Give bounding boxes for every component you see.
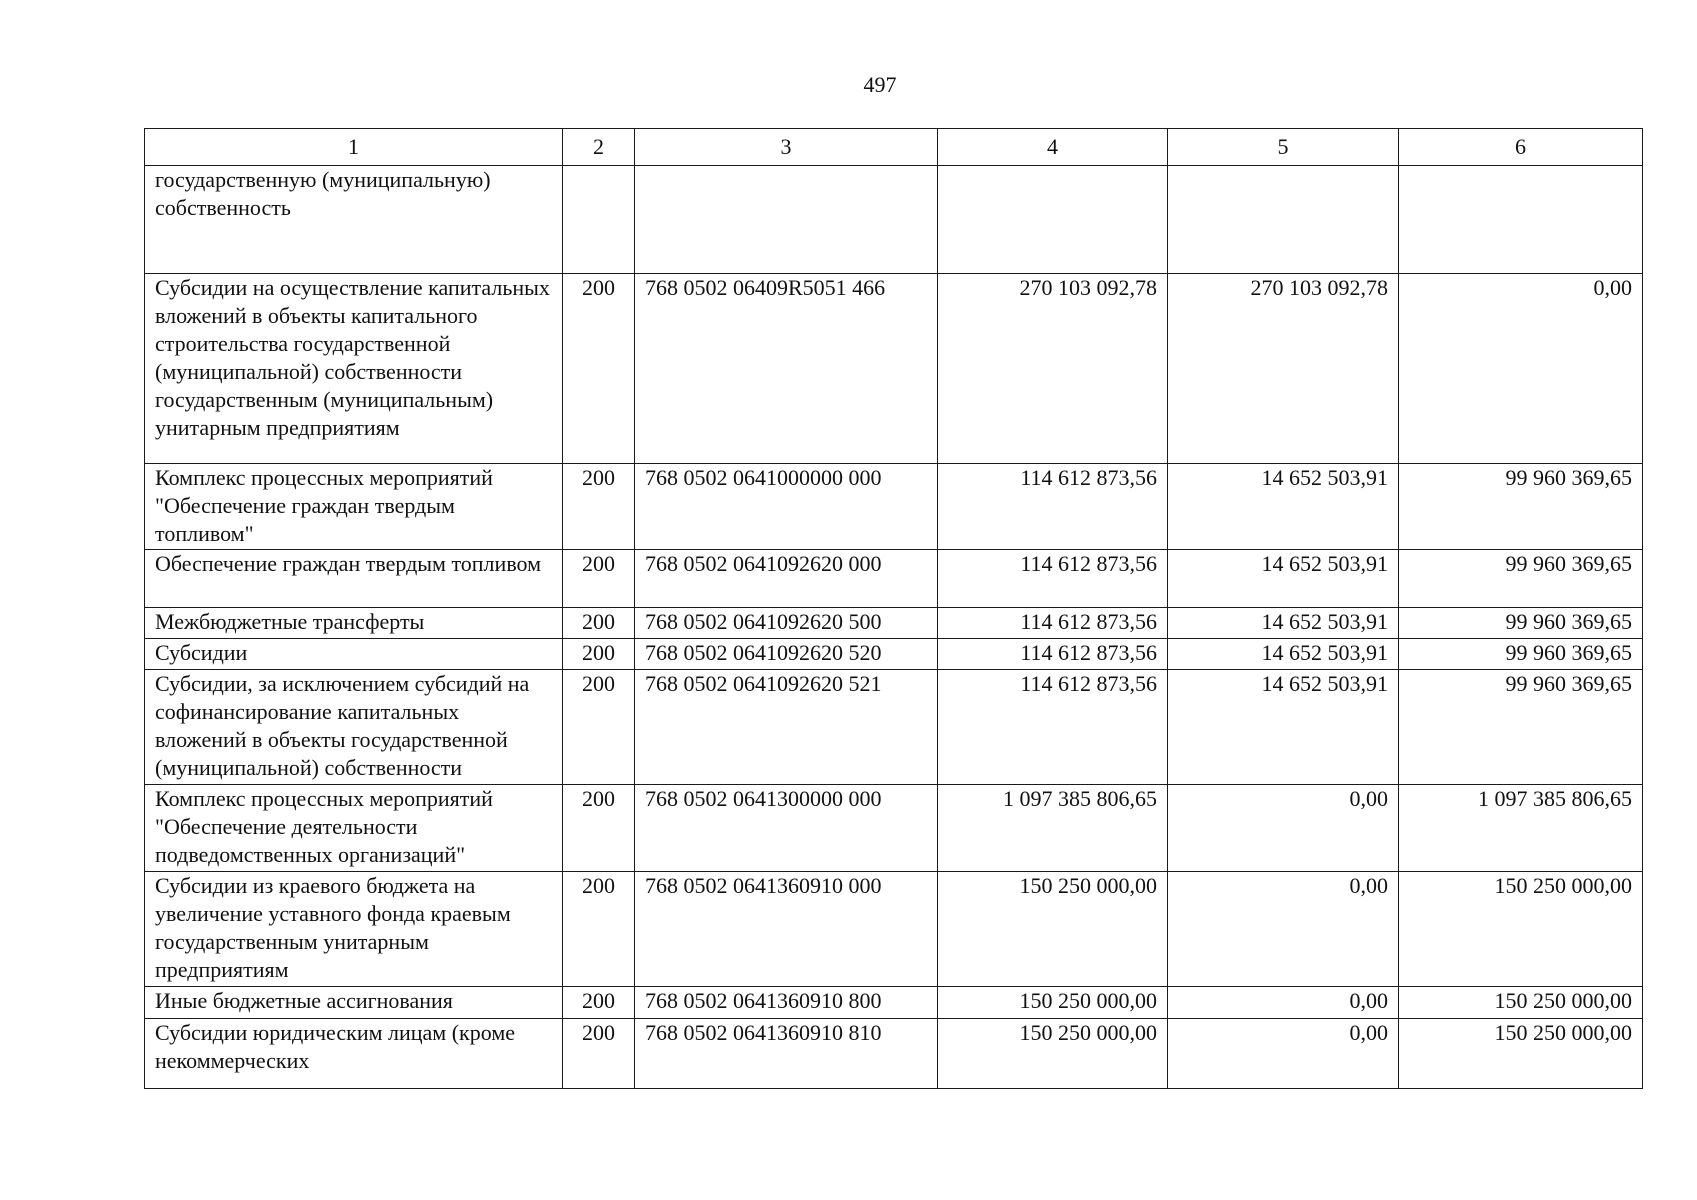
- row-value-5: [1168, 166, 1399, 274]
- table-row: [145, 550, 1643, 608]
- column-header-4: 4: [938, 129, 1168, 166]
- row-budget-code: 768 0502 0641360910 800: [635, 987, 938, 1019]
- row-value-6: 0,00: [1399, 274, 1643, 464]
- row-value-5: 14 652 503,91: [1168, 550, 1399, 608]
- row-budget-code: 768 0502 06409R5051 466: [635, 274, 938, 464]
- row-name: Иные бюджетные ассигнования: [145, 987, 563, 1019]
- row-budget-code: 768 0502 0641360910 810: [635, 1019, 938, 1089]
- row-name: Комплекс процессных мероприятий "Обеспечение граждан твердым топливом": [145, 464, 563, 550]
- row-value-5: 0,00: [1168, 785, 1399, 872]
- row-value-6: [1399, 166, 1643, 274]
- row-code: 200: [563, 987, 635, 1019]
- row-value-5: 270 103 092,78: [1168, 274, 1399, 464]
- row-budget-code: 768 0502 0641092620 500: [635, 608, 938, 639]
- row-value-5: 14 652 503,91: [1168, 608, 1399, 639]
- table-row: [145, 608, 1643, 639]
- row-budget-code: 768 0502 0641300000 000: [635, 785, 938, 872]
- row-name: Субсидии из краевого бюджета на увеличение уставного фонда краевым государственным унитарным предприятиям: [145, 872, 563, 987]
- row-budget-code: 768 0502 0641092620 000: [635, 550, 938, 608]
- row-value-6: 99 960 369,65: [1399, 670, 1643, 785]
- row-value-5: 0,00: [1168, 987, 1399, 1019]
- column-header-6: 6: [1399, 129, 1643, 166]
- row-code: 200: [563, 1019, 635, 1089]
- column-header-1: 1: [145, 129, 563, 166]
- row-code: 200: [563, 670, 635, 785]
- row-value-4: 114 612 873,56: [938, 639, 1168, 670]
- row-value-6: 1 097 385 806,65: [1399, 785, 1643, 872]
- table-row: [145, 987, 1643, 1019]
- row-budget-code: 768 0502 0641360910 000: [635, 872, 938, 987]
- row-value-5: 0,00: [1168, 872, 1399, 987]
- column-header-2: 2: [563, 129, 635, 166]
- table-row: [145, 1019, 1643, 1089]
- row-value-6: 99 960 369,65: [1399, 608, 1643, 639]
- table-row: [145, 166, 1643, 274]
- page-number: 497: [863, 72, 897, 97]
- row-code: 200: [563, 464, 635, 550]
- row-name: Субсидии на осуществление капитальных вложений в объекты капитального строительства государственной (муниципальной) собственности государственным (муниципальным) унитарным предприятиям: [145, 274, 563, 464]
- table-row: [145, 670, 1643, 785]
- column-header-5: 5: [1168, 129, 1399, 166]
- row-value-6: 150 250 000,00: [1399, 872, 1643, 987]
- row-name: Обеспечение граждан твердым топливом: [145, 550, 563, 608]
- row-value-4: 114 612 873,56: [938, 464, 1168, 550]
- row-name: Субсидии, за исключением субсидий на софинансирование капитальных вложений в объекты государственной (муниципальной) собственности: [145, 670, 563, 785]
- row-code: [563, 166, 635, 274]
- row-value-5: 14 652 503,91: [1168, 464, 1399, 550]
- row-code: 200: [563, 608, 635, 639]
- row-code: 200: [563, 274, 635, 464]
- row-value-4: 150 250 000,00: [938, 1019, 1168, 1089]
- row-name: государственную (муниципальную) собственность: [145, 166, 563, 274]
- table-header-row: [145, 129, 1643, 166]
- row-budget-code: 768 0502 0641092620 521: [635, 670, 938, 785]
- row-value-6: 99 960 369,65: [1399, 464, 1643, 550]
- row-budget-code: [635, 166, 938, 274]
- row-value-4: 150 250 000,00: [938, 872, 1168, 987]
- row-value-5: 14 652 503,91: [1168, 639, 1399, 670]
- row-code: 200: [563, 785, 635, 872]
- row-value-4: 150 250 000,00: [938, 987, 1168, 1019]
- row-budget-code: 768 0502 0641092620 520: [635, 639, 938, 670]
- row-value-6: 150 250 000,00: [1399, 987, 1643, 1019]
- budget-table: [144, 128, 1643, 1089]
- table-row: [145, 639, 1643, 670]
- row-value-4: 114 612 873,56: [938, 550, 1168, 608]
- row-value-5: 0,00: [1168, 1019, 1399, 1089]
- table-row: [145, 464, 1643, 550]
- row-value-5: 14 652 503,91: [1168, 670, 1399, 785]
- table-row: [145, 872, 1643, 987]
- row-value-4: 270 103 092,78: [938, 274, 1168, 464]
- column-header-3: 3: [635, 129, 938, 166]
- row-name: Субсидии: [145, 639, 563, 670]
- row-value-6: 150 250 000,00: [1399, 1019, 1643, 1089]
- row-value-6: 99 960 369,65: [1399, 639, 1643, 670]
- row-code: 200: [563, 550, 635, 608]
- row-code: 200: [563, 872, 635, 987]
- table-row: [145, 785, 1643, 872]
- row-value-6: 99 960 369,65: [1399, 550, 1643, 608]
- row-value-4: 114 612 873,56: [938, 608, 1168, 639]
- row-name: Субсидии юридическим лицам (кроме некоммерческих: [145, 1019, 563, 1089]
- row-budget-code: 768 0502 0641000000 000: [635, 464, 938, 550]
- row-name: Комплекс процессных мероприятий "Обеспечение деятельности подведомственных организаций": [145, 785, 563, 872]
- row-value-4: 114 612 873,56: [938, 670, 1168, 785]
- row-value-4: [938, 166, 1168, 274]
- row-code: 200: [563, 639, 635, 670]
- table-row: [145, 274, 1643, 464]
- row-name: Межбюджетные трансферты: [145, 608, 563, 639]
- row-value-4: 1 097 385 806,65: [938, 785, 1168, 872]
